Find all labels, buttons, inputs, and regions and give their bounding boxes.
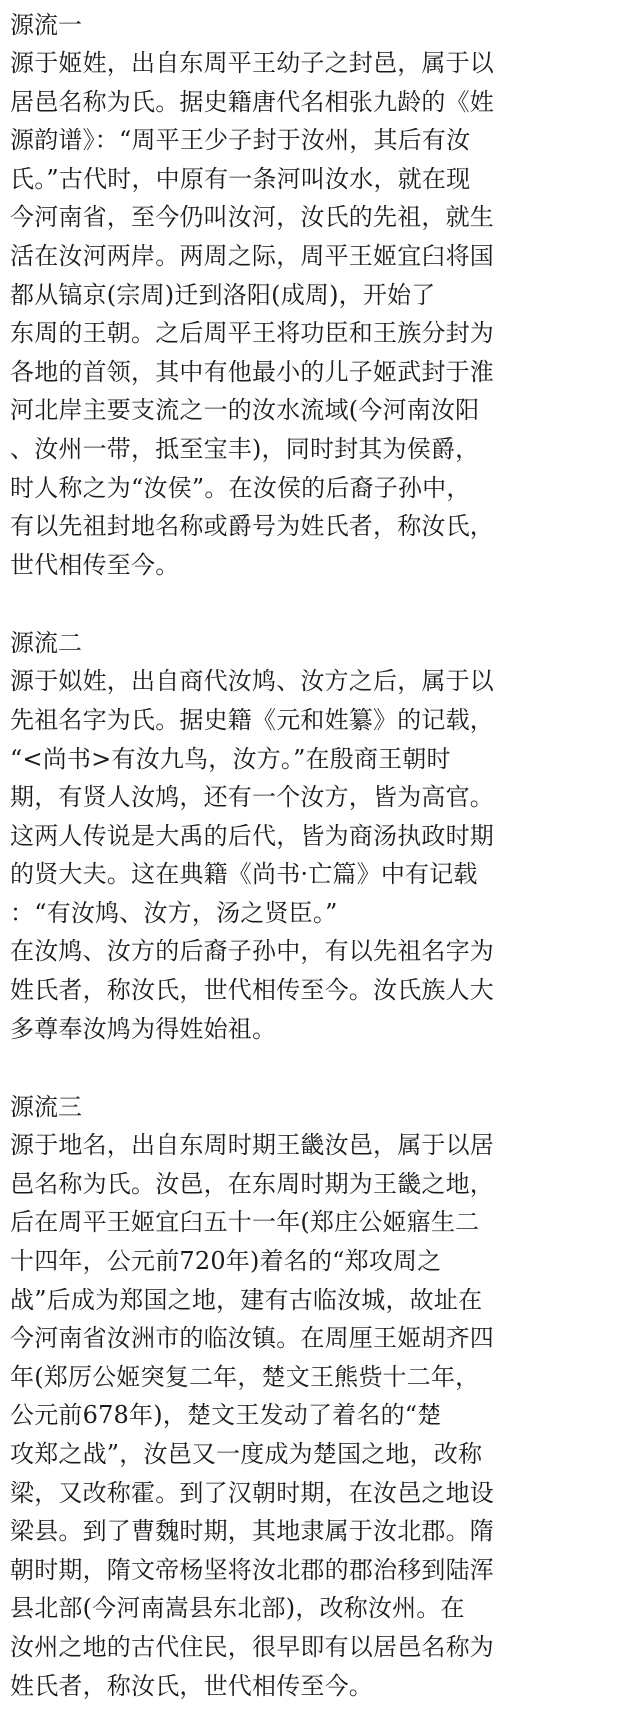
text-line: 邑名称为氏。汝邑，在东周时期为王畿之地， [10,1169,494,1198]
text-line: ：“有汝鸠、汝方，汤之贤臣。” [10,898,338,927]
text-line: 居邑名称为氏。据史籍唐代名相张九龄的《姓 [10,87,494,116]
text-line: 先祖名字为氏。据史籍《元和姓纂》的记载， [10,705,494,734]
text-line: 梁县。到了曹魏时期，其地隶属于汝北郡。隋 [10,1517,494,1546]
text-line: 时人称之为“汝侯”。在汝侯的后裔子孙中， [10,473,471,502]
text-line: 朝时期，隋文帝杨坚将汝北郡的郡治移到陆浑 [10,1555,494,1584]
origin-section [10,624,630,1048]
text-line: 源于地名，出自东周时期王畿汝邑，属于以居 [10,1131,494,1160]
text-line: 氏。”古代时，中原有一条河叫汝水，就在现 [10,164,471,193]
text-line: 公元前678年)，楚文王发动了着名的“楚 [10,1401,442,1430]
origin-section [10,6,630,584]
text-line: 源于姒姓，出自商代汝鸠、汝方之后，属于以 [10,667,494,696]
text-line: 战”后成为郑国之地，建有古临汝城，故址在 [10,1285,483,1314]
origin-section [10,1088,630,1705]
text-line: 河北岸主要支流之一的汝水流域(今河南汝阳 [10,396,480,425]
text-line: 源韵谱》：“周平王少子封于汝州，其后有汝 [10,126,471,155]
section-title: 源流三 [10,1093,82,1122]
text-line: 今河南省，至今仍叫汝河，汝氏的先祖，就生 [10,203,494,232]
text-line: 各地的首领，其中有他最小的儿子姬武封于淮 [10,357,494,386]
text-line: 攻郑之战”，汝邑又一度成为楚国之地，改称 [10,1440,483,1468]
text-line: 今河南省汝洲市的临汝镇。在周厘王姬胡齐四 [10,1324,494,1353]
section-title: 源流一 [10,11,82,39]
article [10,6,630,1705]
text-line: 这两人传说是大禹的后代，皆为商汤执政时期 [10,821,494,850]
text-line: 多尊奉汝鸠为得姓始祖。 [10,1014,277,1043]
text-line: 世代相传至今。 [10,550,180,579]
text-line: 姓氏者，称汝氏，世代相传至今。汝氏族人大 [10,976,494,1005]
text-line: 有以先祖封地名称或爵号为姓氏者，称汝氏， [10,512,494,541]
text-line: 东周的王朝。之后周平王将功臣和王族分封为 [10,319,494,348]
text-line: 县北部(今河南嵩县东北部)，改称汝州。在 [10,1594,465,1623]
text-line: 十四年，公元前720年)着名的“郑攻周之 [10,1247,442,1276]
text-line: 期，有贤人汝鸠，还有一个汝方，皆为高官。 [10,783,494,812]
text-line: 梁，又改称霍。到了汉朝时期，在汝邑之地设 [10,1478,494,1507]
text-line: 汝州之地的古代住民，很早即有以居邑名称为 [10,1632,494,1661]
text-line: 、汝州一带，抵至宝丰)，同时封其为侯爵， [10,434,480,463]
text-line: 姓氏者，称汝氏，世代相传至今。 [10,1671,373,1700]
text-line: “<尚书>有汝九鸟，汝方。”在殷商王朝时 [10,744,451,773]
text-line: 年(郑厉公姬突复二年，楚文王熊赀十二年， [10,1362,480,1391]
section-title: 源流二 [10,629,82,658]
text-line: 源于姬姓，出自东周平王幼子之封邑，属于以 [10,49,494,77]
text-line: 后在周平王姬宜臼五十一年(郑庄公姬寤生二 [10,1208,480,1237]
text-line: 的贤大夫。这在典籍《尚书·亡篇》中有记载 [10,860,478,889]
text-line: 都从镐京(宗周)迁到洛阳(成周)，开始了 [10,280,436,309]
text-line: 在汝鸠、汝方的后裔子孙中，有以先祖名字为 [10,937,494,966]
text-line: 活在汝河两岸。两周之际，周平王姬宜臼将国 [10,241,494,270]
